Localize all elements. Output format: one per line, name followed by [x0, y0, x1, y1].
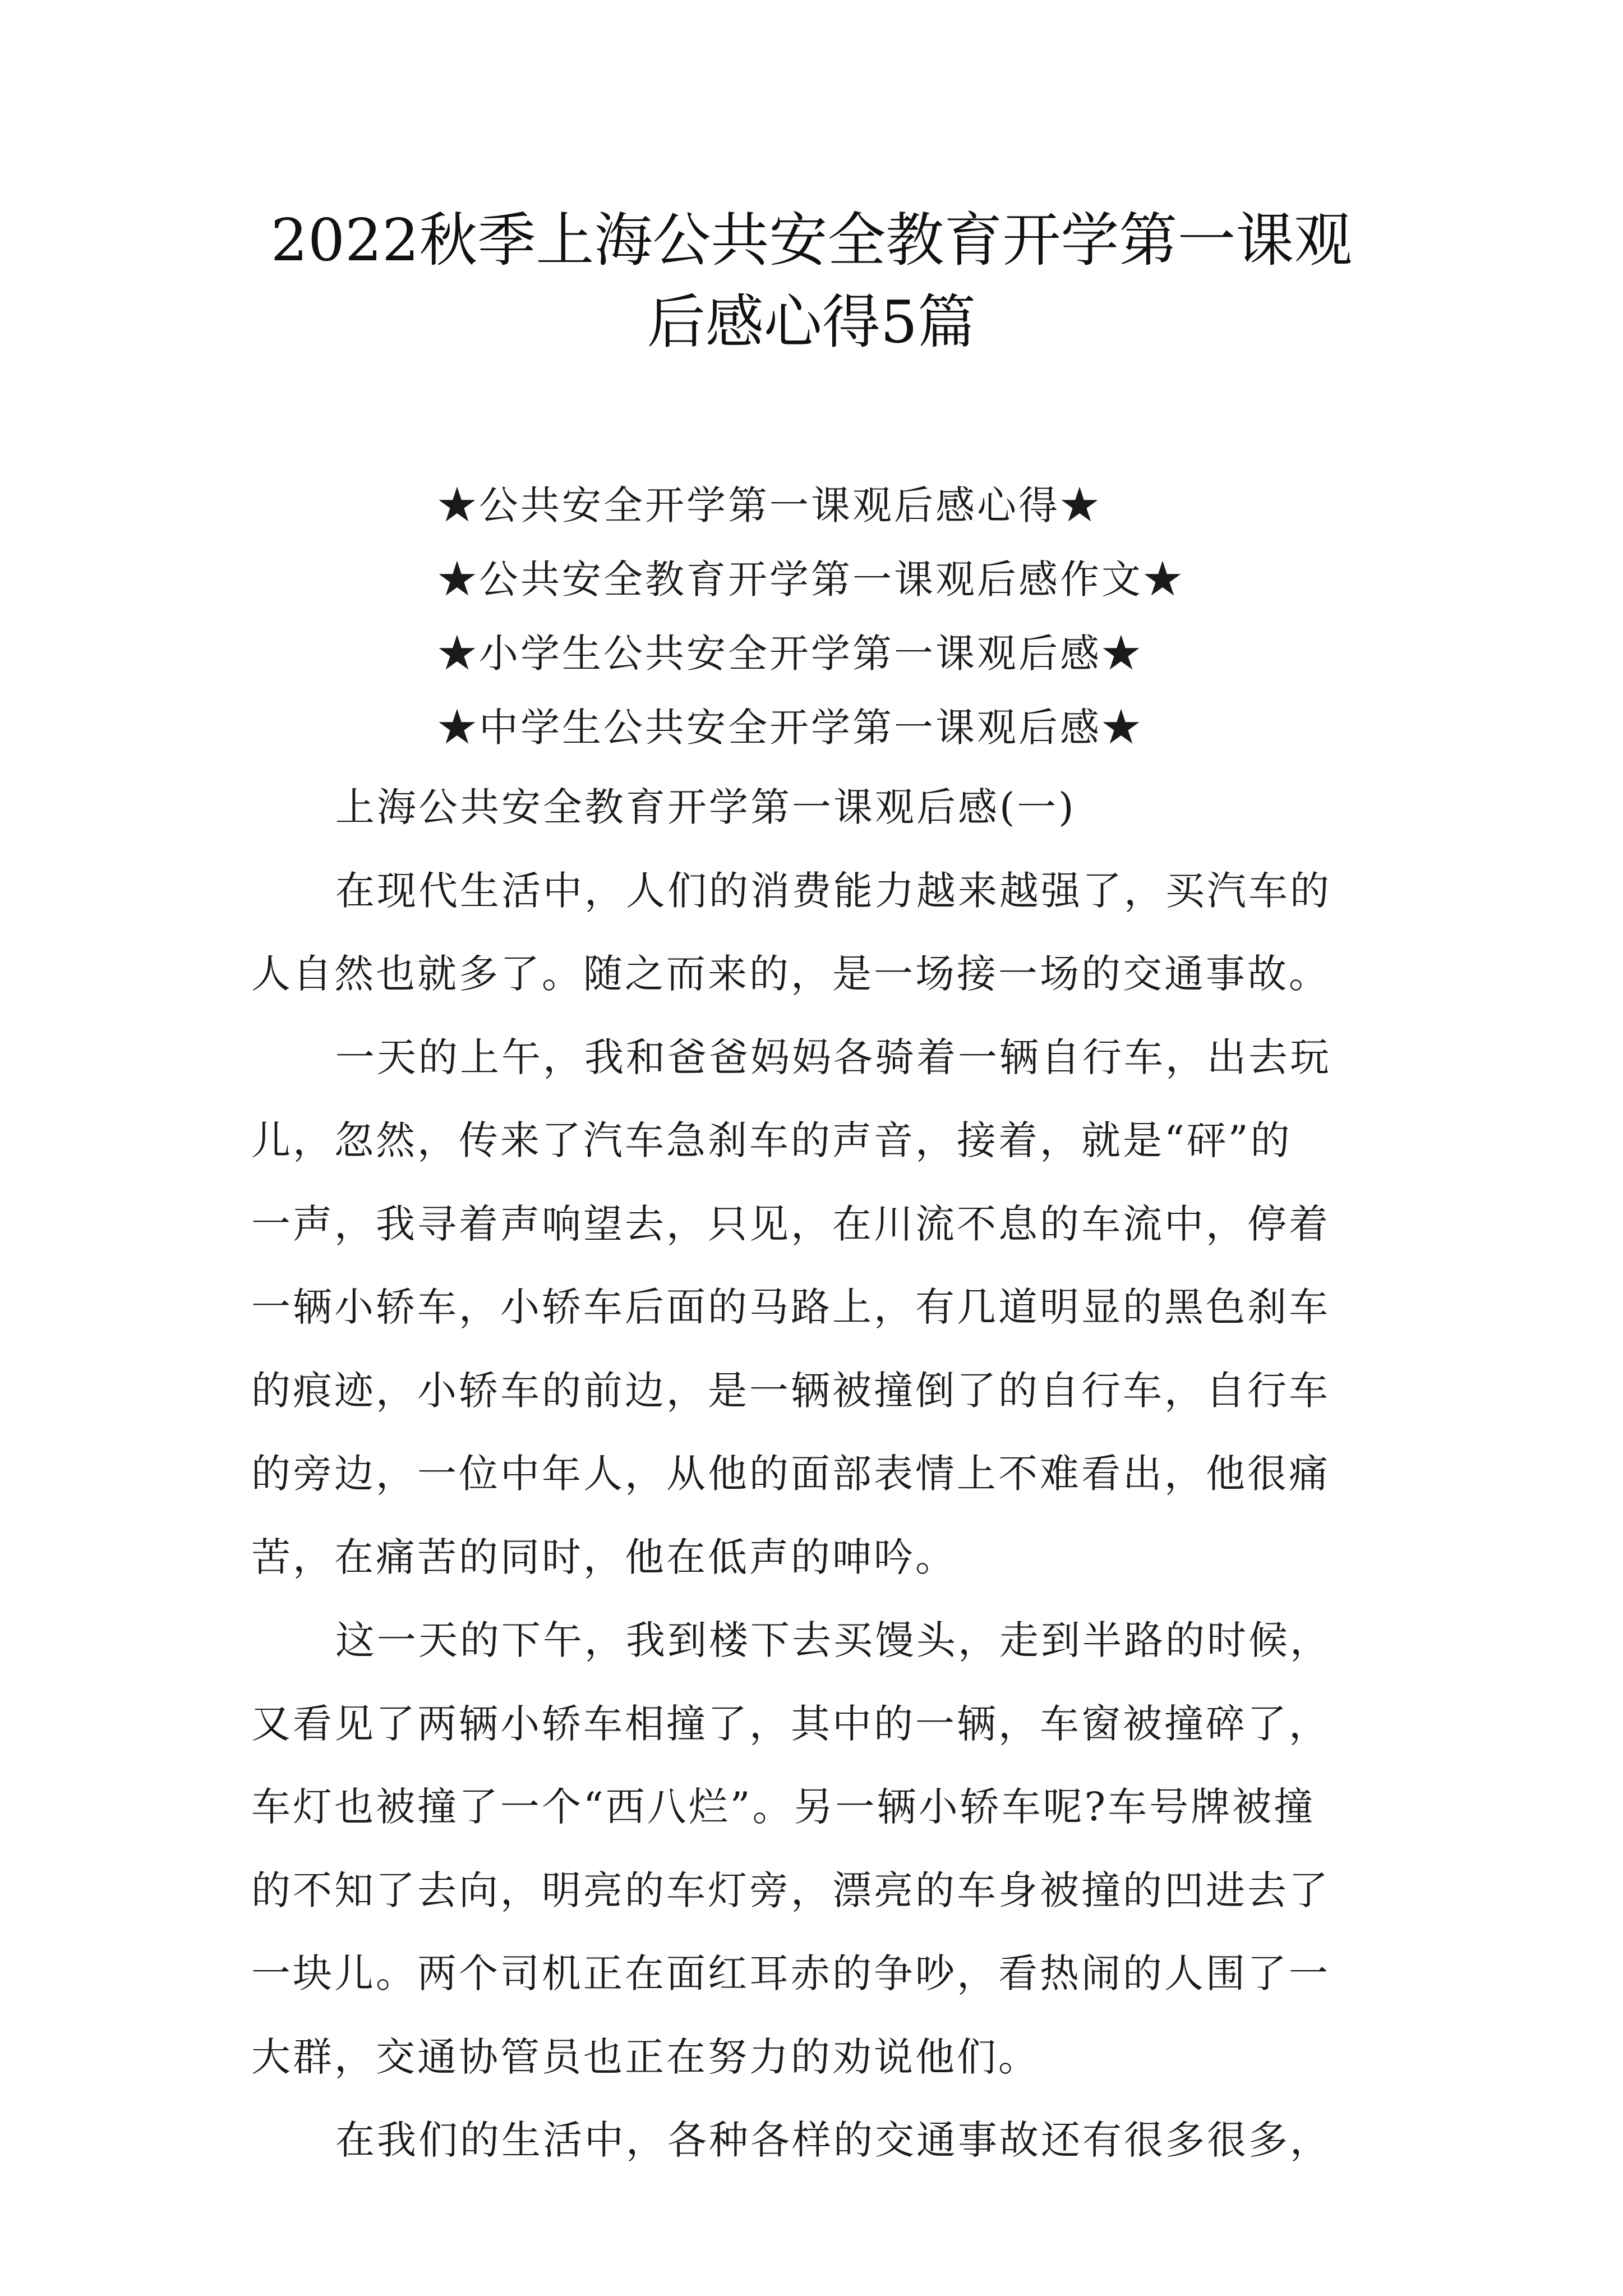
paragraph-line: 苦，在痛苦的同时，他在低声的呻吟。 — [251, 1534, 957, 1580]
paragraph-line: 在我们的生活中，各种各样的交通事故还有很多很多， — [335, 2117, 1331, 2163]
paragraph-line: 人自然也就多了。随之而来的，是一场接一场的交通事故。 — [251, 951, 1330, 997]
section-heading: 上海公共安全教育开学第一课观后感(一) — [335, 784, 1076, 830]
toc-item: ★公共安全教育开学第一课观后感作文★ — [437, 556, 1184, 602]
table-of-contents — [437, 468, 1279, 765]
title-line-2: 后感心得5篇 — [647, 288, 976, 356]
paragraph-line: 在现代生活中，人们的消费能力越来越强了，买汽车的 — [335, 867, 1331, 914]
paragraph-line: 又看见了两辆小轿车相撞了，其中的一辆，车窗被撞碎了， — [251, 1700, 1330, 1747]
toc-item: ★中学生公共安全开学第一课观后感★ — [437, 705, 1143, 751]
paragraph-line: 一块儿。两个司机正在面红耳赤的争吵，看热闹的人围了一 — [251, 1950, 1330, 1996]
paragraph-line: 一声，我寻着声响望去，只见，在川流不息的车流中，停着 — [251, 1200, 1330, 1247]
paragraph-line: 的痕迹，小轿车的前边，是一辆被撞倒了的自行车，自行车 — [251, 1367, 1330, 1414]
paragraph-line: 这一天的下午，我到楼下去买馒头，走到半路的时候， — [335, 1617, 1331, 1663]
title-line-1: 2022秋季上海公共安全教育开学第一课观 — [270, 206, 1353, 274]
document-title — [224, 199, 1399, 363]
toc-item: ★小学生公共安全开学第一课观后感★ — [437, 631, 1143, 677]
paragraph-line: 车灯也被撞了一个“西八烂”。另一辆小轿车呢?车号牌被撞 — [251, 1784, 1316, 1830]
article-body — [251, 766, 1378, 2182]
paragraph-line: 一天的上午，我和爸爸妈妈各骑着一辆自行车，出去玩 — [335, 1034, 1331, 1080]
paragraph-line: 一辆小轿车，小轿车后面的马路上，有几道明显的黑色刹车 — [251, 1284, 1330, 1330]
paragraph-line: 的不知了去向，明亮的车灯旁，漂亮的车身被撞的凹进去了 — [251, 1867, 1330, 1913]
paragraph-line: 的旁边，一位中年人，从他的面部表情上不难看出，他很痛 — [251, 1451, 1330, 1497]
paragraph-line: 大群，交通协管员也正在努力的劝说他们。 — [251, 2033, 1040, 2080]
toc-item: ★公共安全开学第一课观后感心得★ — [437, 482, 1101, 528]
paragraph-line: 儿，忽然，传来了汽车急刹车的声音，接着，就是“砰”的 — [251, 1117, 1292, 1163]
